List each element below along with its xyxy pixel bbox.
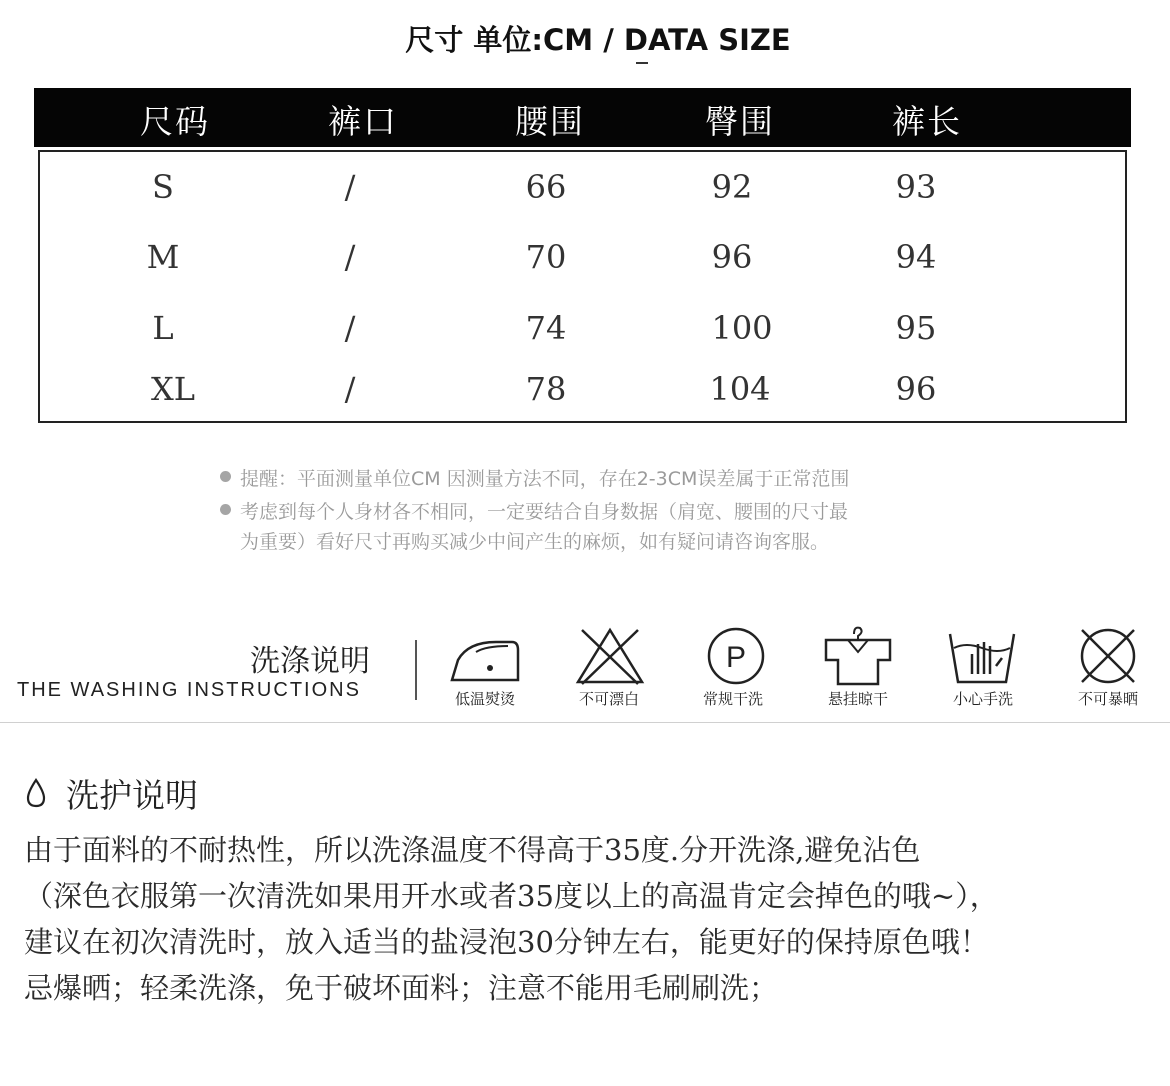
cell-hip: 96 <box>711 238 753 276</box>
header-length: 裤长 <box>892 102 962 141</box>
cell-size: L <box>152 309 174 347</box>
washing-title-cn: 洗涤说明 <box>250 644 370 679</box>
hand-wash-icon <box>942 624 1022 686</box>
bullet-icon <box>220 504 231 515</box>
cell-hip: 92 <box>711 168 753 206</box>
cell-size: S <box>152 168 174 206</box>
hang-dry-icon <box>818 624 898 686</box>
note-body-fit: 考虑到每个人身材各不相同，一定要结合自身数据（肩宽、腰围的尺寸最 <box>240 501 849 523</box>
cell-hem: / <box>344 309 356 347</box>
svg-text:P: P <box>725 641 747 674</box>
cell-waist: 74 <box>525 309 567 347</box>
care-line: （深色衣服第一次清洗如果用开水或者35度以上的高温肯定会掉色的哦~）， <box>24 879 999 913</box>
dry-clean-p-icon <box>696 624 776 686</box>
no-bleach-label: 不可漂白 <box>578 690 639 708</box>
care-heading: 洗护说明 <box>66 776 198 815</box>
dry-clean-label: 常规干洗 <box>702 690 763 708</box>
no-tumble-dry-icon <box>1068 624 1148 686</box>
cell-length: 95 <box>895 309 937 347</box>
washing-title-en: THE WASHING INSTRUCTIONS <box>17 679 361 701</box>
hang-dry-label: 悬挂晾干 <box>827 690 888 708</box>
cell-hem: / <box>344 238 356 276</box>
note-measurement: 提醒：平面测量单位CM 因测量方法不同，存在2-3CM误差属于正常范围 <box>240 468 850 490</box>
cell-waist: 66 <box>525 168 567 206</box>
cell-waist: 70 <box>525 238 567 276</box>
cell-length: 96 <box>895 370 937 408</box>
cell-length: 94 <box>895 238 937 276</box>
hand-wash-label: 小心手洗 <box>952 690 1013 708</box>
bullet-icon <box>220 471 231 482</box>
section-divider <box>0 722 1170 723</box>
cell-waist: 78 <box>525 370 567 408</box>
iron-low-icon <box>446 624 526 686</box>
header-hem: 裤口 <box>328 102 398 141</box>
cell-length: 93 <box>895 168 937 206</box>
washing-divider <box>415 640 417 700</box>
header-waist: 腰围 <box>515 102 585 141</box>
header-size: 尺码 <box>140 102 210 141</box>
cell-hip: 100 <box>711 309 773 347</box>
title-underline <box>636 62 648 64</box>
cell-size: M <box>146 238 180 276</box>
note-body-fit-cont: 为重要）看好尺寸再购买减少中间产生的麻烦，如有疑问请咨询客服。 <box>240 531 830 553</box>
cell-size: XL <box>150 370 196 408</box>
cell-hem: / <box>344 370 356 408</box>
cell-hem: / <box>344 168 356 206</box>
water-drop-icon <box>24 778 48 808</box>
iron-low-label: 低温熨烫 <box>454 690 515 708</box>
care-line: 忌爆晒；轻柔洗涤，免于破坏面料；注意不能用毛刷刷洗； <box>24 971 779 1005</box>
care-line: 由于面料的不耐热性，所以洗涤温度不得高于35度.分开洗涤,避免沾色 <box>24 833 921 867</box>
no-tumble-dry-label: 不可暴晒 <box>1077 690 1138 708</box>
no-bleach-icon <box>570 624 650 686</box>
page-title: 尺寸 单位:CM / DATA SIZE <box>405 23 791 57</box>
cell-hip: 104 <box>709 370 771 408</box>
header-hip: 臀围 <box>705 102 775 141</box>
care-line: 建议在初次清洗时，放入适当的盐浸泡30分钟左右，能更好的保持原色哦！ <box>24 925 989 959</box>
